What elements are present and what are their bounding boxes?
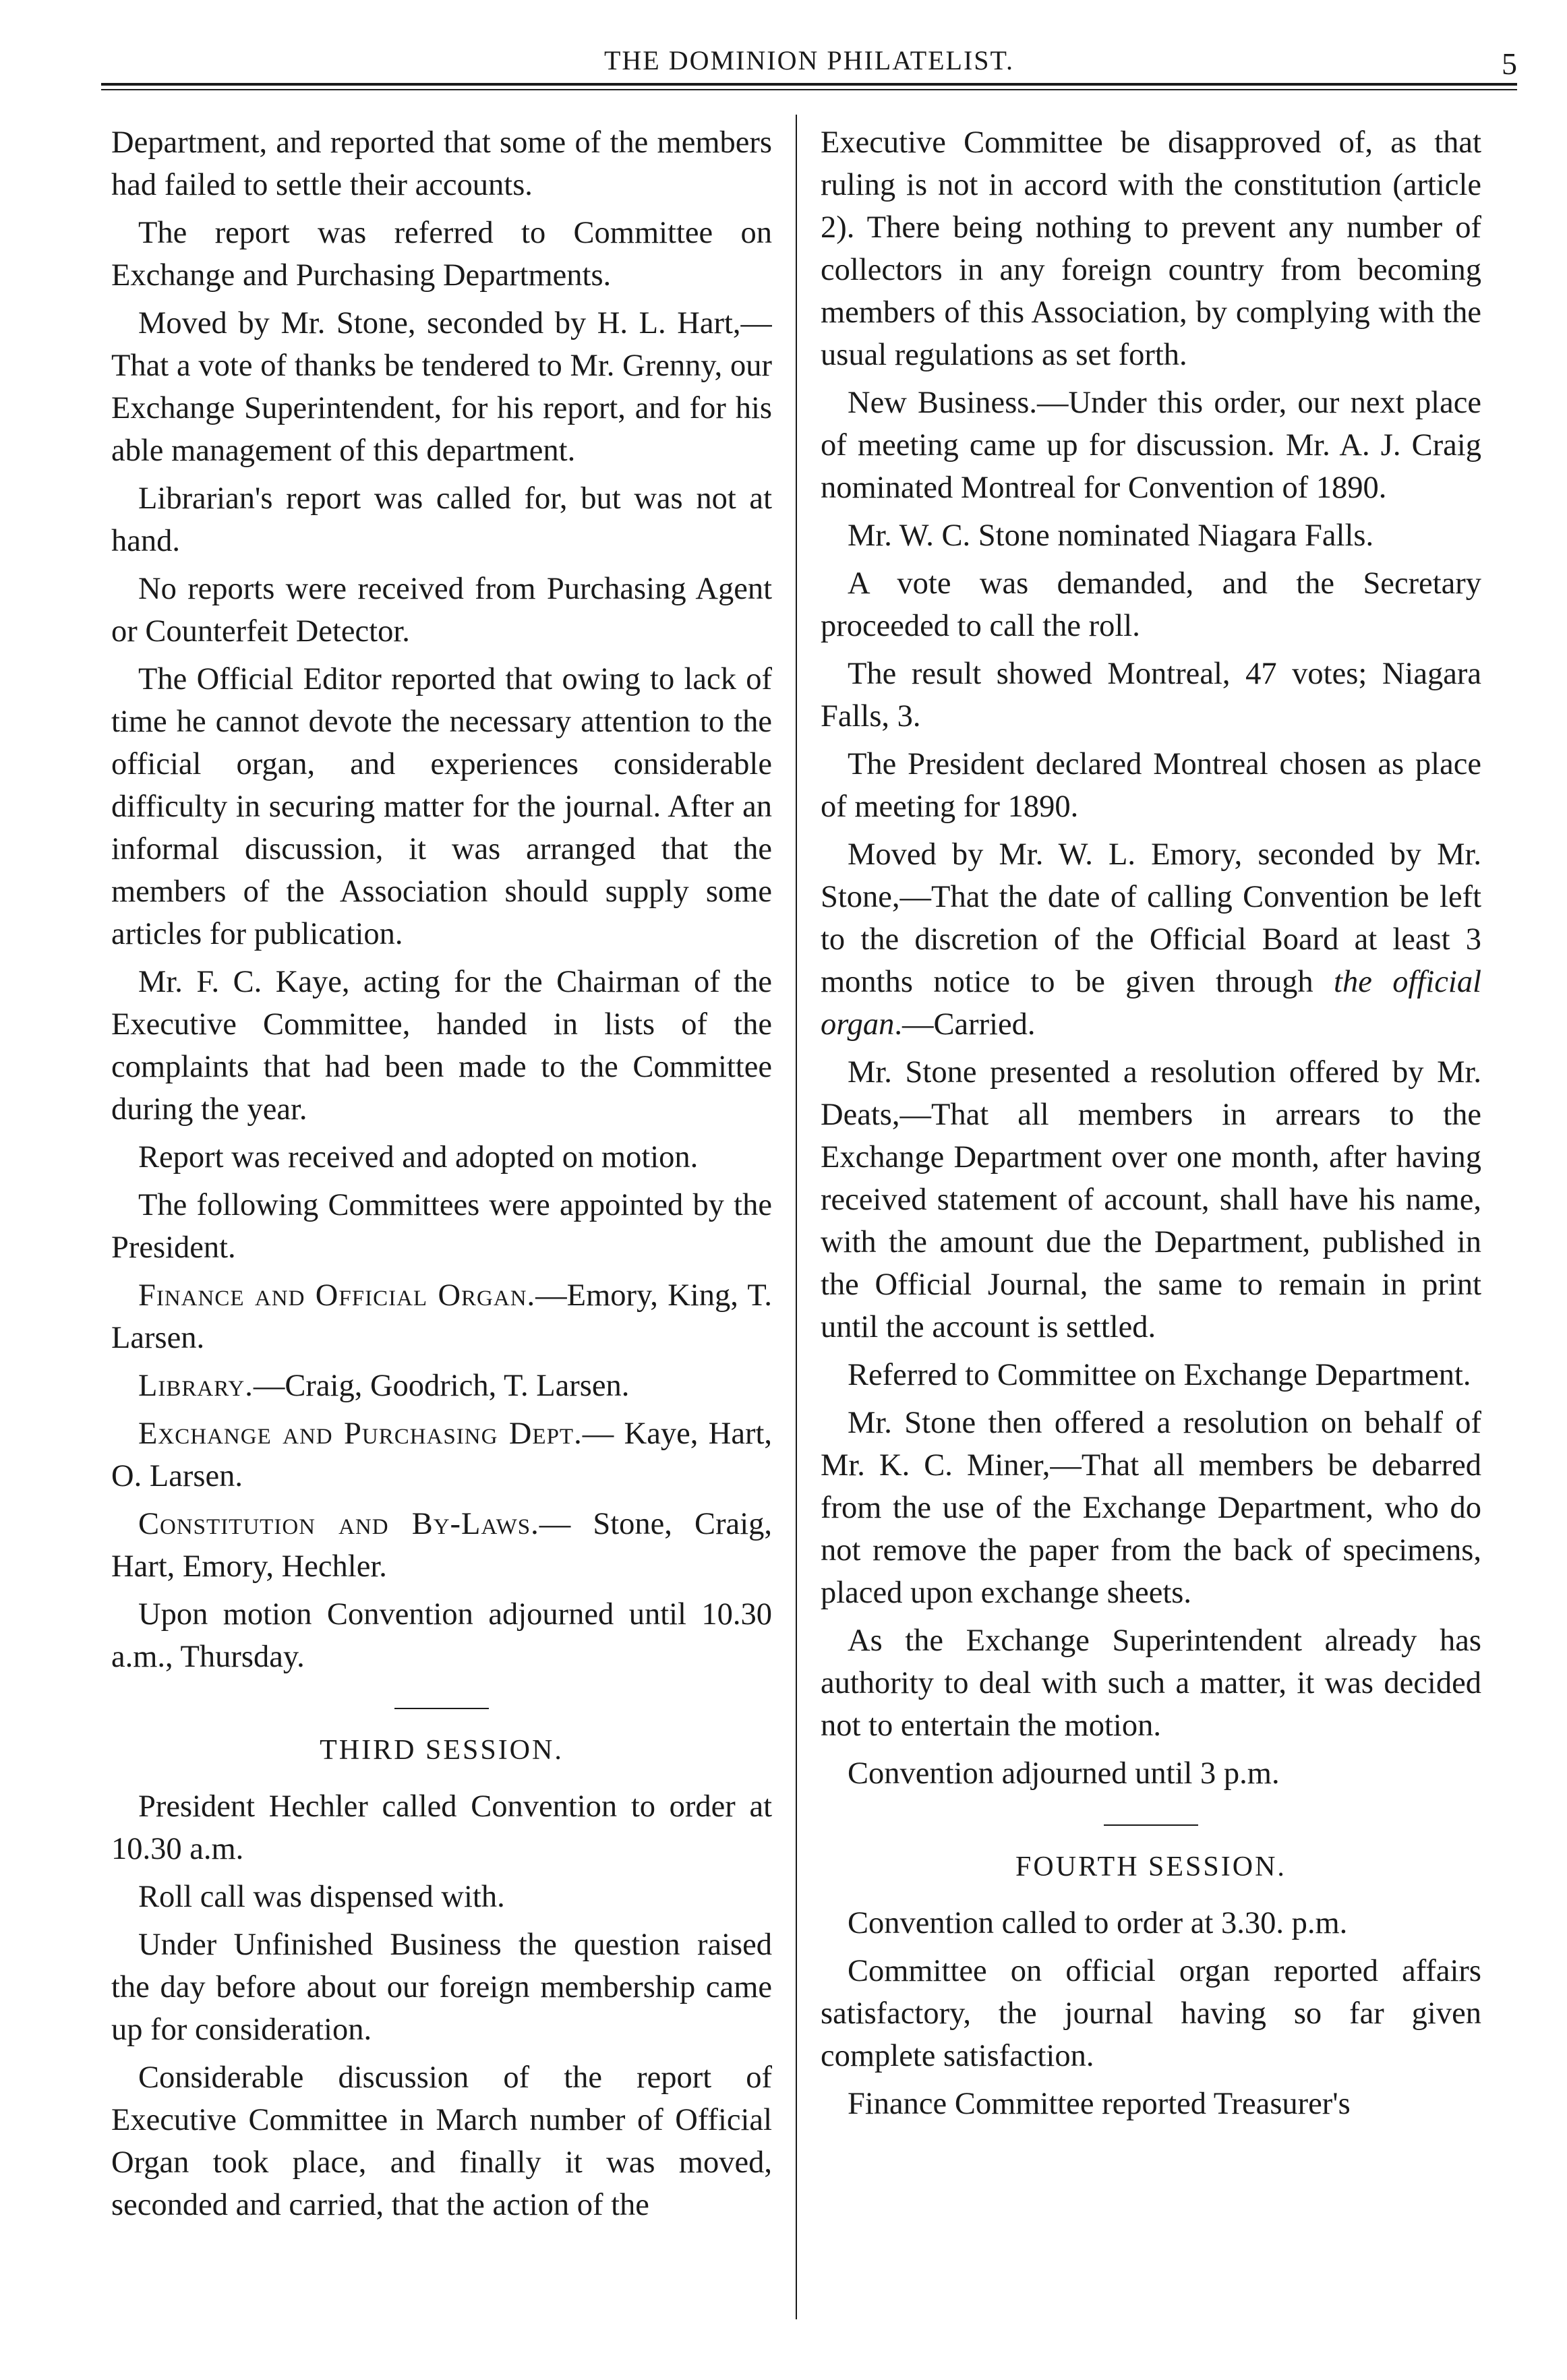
paragraph: Referred to Committee on Exchange Department. xyxy=(848,1358,1471,1392)
committee-members: — Stone, Craig, Hart, Emory, Hechler. xyxy=(111,1507,772,1584)
page-number: 5 xyxy=(1502,47,1517,81)
paragraph: Upon motion Convention adjourned until 10.30 a.m., Thursday. xyxy=(111,1597,772,1674)
paragraph: Convention called to order at 3.30. p.m. xyxy=(848,1906,1348,1940)
committee-entry xyxy=(111,1412,772,1497)
header-rule-thin xyxy=(101,89,1517,90)
committee-entry xyxy=(111,1503,772,1588)
committee-members: —Craig, Goodrich, T. Larsen. xyxy=(253,1369,630,1403)
committee-label: Finance and Official Organ. xyxy=(138,1278,536,1313)
paragraph: The following Committees were appointed by the President. xyxy=(111,1188,772,1265)
paragraph: The President declared Montreal chosen as place of meeting for 1890. xyxy=(821,747,1481,824)
paragraph: Mr. Stone then offered a resolution on behalf of Mr. K. C. Miner,—That all members be debarred from the use of the Exchange Department, who do not remove the paper from the back of specimens, placed upon exchange sheets. xyxy=(821,1406,1481,1610)
paragraph: Report was received and adopted on motion. xyxy=(138,1140,699,1174)
paragraph: As the Exchange Superintendent already has authority to deal with such a matter, it was decided not to entertain the motion. xyxy=(821,1624,1481,1743)
paragraph: Moved by Mr. Stone, seconded by H. L. Hart,—That a vote of thanks be tendered to Mr. Grenny, our Exchange Superintendent, for his report, and for his able management of this department. xyxy=(111,306,772,468)
committee-label: Library. xyxy=(138,1369,254,1403)
committee-members: —Emory, King, T. Larsen. xyxy=(111,1278,772,1355)
paragraph: Executive Committee be disapproved of, as that ruling is not in accord with the constitution (article 2). There being nothing to prevent any number of collectors in any foreign country from becoming members of this Association, by complying with the usual regulations as set forth. xyxy=(821,125,1481,372)
section-heading: THIRD SESSION. xyxy=(320,1735,564,1766)
paragraph: Mr. W. C. Stone nominated Niagara Falls. xyxy=(848,518,1374,553)
committee-entry xyxy=(111,1274,772,1359)
right-column xyxy=(821,121,1481,2333)
paragraph: Under Unfinished Business the question raised the day before about our foreign membership came up for consideration. xyxy=(111,1928,772,2047)
paragraph: President Hechler called Convention to order at 10.30 a.m. xyxy=(111,1789,772,1866)
paragraph: Roll call was dispensed with. xyxy=(138,1880,505,1914)
paragraph xyxy=(821,833,1481,1046)
committee-members: — Kaye, Hart, O. Larsen. xyxy=(111,1417,772,1493)
paragraph: Mr. Stone presented a resolution offered by Mr. Deats,—That all members in arrears to the Exchange Department over one month, after having received statement of account, shall have his name, with the amount due the Department, published in the Official Journal, the same to remain in print until the account is settled. xyxy=(821,1055,1481,1344)
page-header xyxy=(101,39,1517,86)
left-column xyxy=(111,121,772,2333)
committee-label: Exchange and Purchasing Dept. xyxy=(138,1417,583,1451)
paragraph: The result showed Montreal, 47 votes; Niagara Falls, 3. xyxy=(821,657,1481,734)
motion-text: Moved by Mr. W. L. Emory, seconded by Mr. Stone,—That the date of calling Convention be left to the discretion of the Official Board at least 3 months notice to be given through xyxy=(821,837,1481,999)
paragraph: Considerable discussion of the report of Executive Committee in March number of Official Organ took place, and finally it was moved, seconded and carried, that the action of the xyxy=(111,2060,772,2222)
paragraph: The report was referred to Committee on Exchange and Purchasing Departments. xyxy=(111,216,772,293)
paragraph: Finance Committee reported Treasurer's xyxy=(848,2087,1351,2121)
committee-entry xyxy=(111,1365,772,1407)
paragraph: Mr. F. C. Kaye, acting for the Chairman of the Executive Committee, handed in lists of the complaints that had been made to the Committee during the year. xyxy=(111,965,772,1127)
paragraph: Librarian's report was called for, but was not at hand. xyxy=(111,481,772,558)
paragraph: Convention adjourned until 3 p.m. xyxy=(848,1756,1280,1791)
committee-label: Constitution and By-Laws. xyxy=(138,1507,539,1541)
paragraph: New Business.—Under this order, our next place of meeting came up for discussion. Mr. A. J. Craig nominated Montreal for Convention of 1890. xyxy=(821,386,1481,505)
paragraph: No reports were received from Purchasing Agent or Counterfeit Detector. xyxy=(111,572,772,649)
section-heading: FOURTH SESSION. xyxy=(1015,1851,1287,1882)
section-rule xyxy=(394,1708,489,1709)
paragraph: Department, and reported that some of the members had failed to settle their accounts. xyxy=(111,125,772,202)
running-title: THE DOMINION PHILATELIST. xyxy=(603,45,1015,76)
header-rule xyxy=(101,83,1517,86)
motion-italic: the official organ xyxy=(821,965,1481,1042)
paragraph: The Official Editor reported that owing to lack of time he cannot devote the necessary attention to the official organ, and experiences considerable difficulty in securing matter for the journal. After an informal discussion, it was arranged that the members of the Association should supply some articles for publication. xyxy=(111,662,772,951)
motion-end: .—Carried. xyxy=(894,1007,1036,1042)
paragraph: Committee on official organ reported affairs satisfactory, the journal having so far given complete satisfaction. xyxy=(821,1954,1481,2073)
section-rule xyxy=(1104,1824,1198,1826)
paragraph: A vote was demanded, and the Secretary proceeded to call the roll. xyxy=(821,566,1481,643)
column-divider xyxy=(796,115,797,2319)
